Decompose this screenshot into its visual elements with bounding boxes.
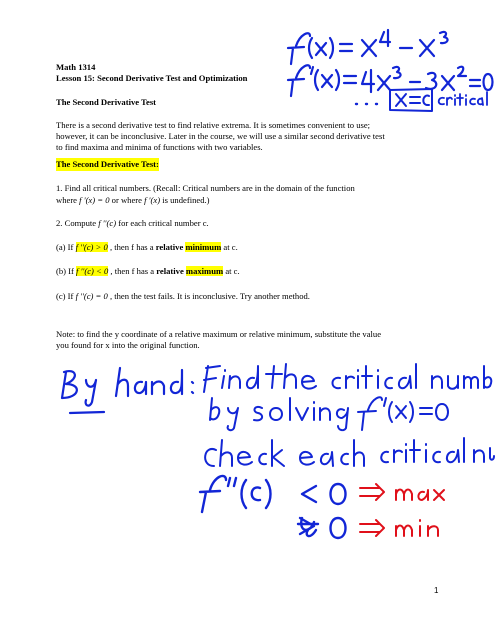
case-b-bold-hl: maximum <box>185 266 224 276</box>
step2-text-a: 2. Compute <box>56 218 99 228</box>
step2-math: f ′′(c) <box>98 218 117 228</box>
step1-text-b: or where <box>109 195 145 205</box>
case-a-math: f ′′(c) > 0 <box>75 242 108 252</box>
step1-math-2: f ′(x) <box>144 195 161 205</box>
intro-line-2: however, it can be inconclusive. Later in the course, we will use a similar second derivative test <box>56 131 385 141</box>
step2-line <box>56 218 209 229</box>
case-b-math: f ′′(c) < 0 <box>76 266 109 276</box>
step1-math-1: f ′(x) = 0 <box>79 195 110 205</box>
case-c-prefix: (c) If <box>56 291 76 301</box>
case-b-end: at c. <box>223 266 240 276</box>
test-heading: The Second Derivative Test: <box>56 159 159 169</box>
case-a-bold: relative <box>155 242 186 252</box>
case-b-mid: , then f has a <box>108 266 157 276</box>
case-b-prefix: (b) If <box>56 266 77 276</box>
case-a-prefix: (a) If <box>56 242 76 252</box>
section-heading: The Second Derivative Test <box>56 97 157 107</box>
note-line-1: Note: to find the y coordinate of a relative maximum or relative minimum, substitute the value <box>56 329 382 339</box>
course-title: Math 1314 <box>56 62 96 72</box>
case-a-bold-hl: minimum <box>185 242 222 252</box>
case-b-line <box>56 266 240 277</box>
step1-text-c: is undefined.) <box>160 195 210 205</box>
case-a-line <box>56 242 238 253</box>
step1-line-2 <box>56 195 210 206</box>
case-c-math: f ′′(c) = 0 <box>75 291 108 301</box>
case-c-end: , then the test fails. It is inconclusive. Try another method. <box>107 291 310 301</box>
intro-line-1: There is a second derivative test to find relative extrema. It is sometimes convenient to use; <box>56 120 371 130</box>
lesson-title: Lesson 15: Second Derivative Test and Optimization <box>56 73 248 83</box>
case-a-end: at c. <box>221 242 238 252</box>
note-line-2: you found for x into the original function. <box>56 340 200 350</box>
case-b-bold: relative <box>156 266 186 276</box>
page-number: 1 <box>434 586 439 595</box>
case-c-line <box>56 291 310 302</box>
case-a-mid: , then f has a <box>107 242 156 252</box>
step2-text-b: for each critical number c. <box>116 218 209 228</box>
step1-line-1: 1. Find all critical numbers. (Recall: Critical numbers are in the domain of the function <box>56 183 355 193</box>
intro-line-3: to find maxima and minima of functions with two variables. <box>56 142 263 152</box>
step1-text-a: where <box>56 195 80 205</box>
